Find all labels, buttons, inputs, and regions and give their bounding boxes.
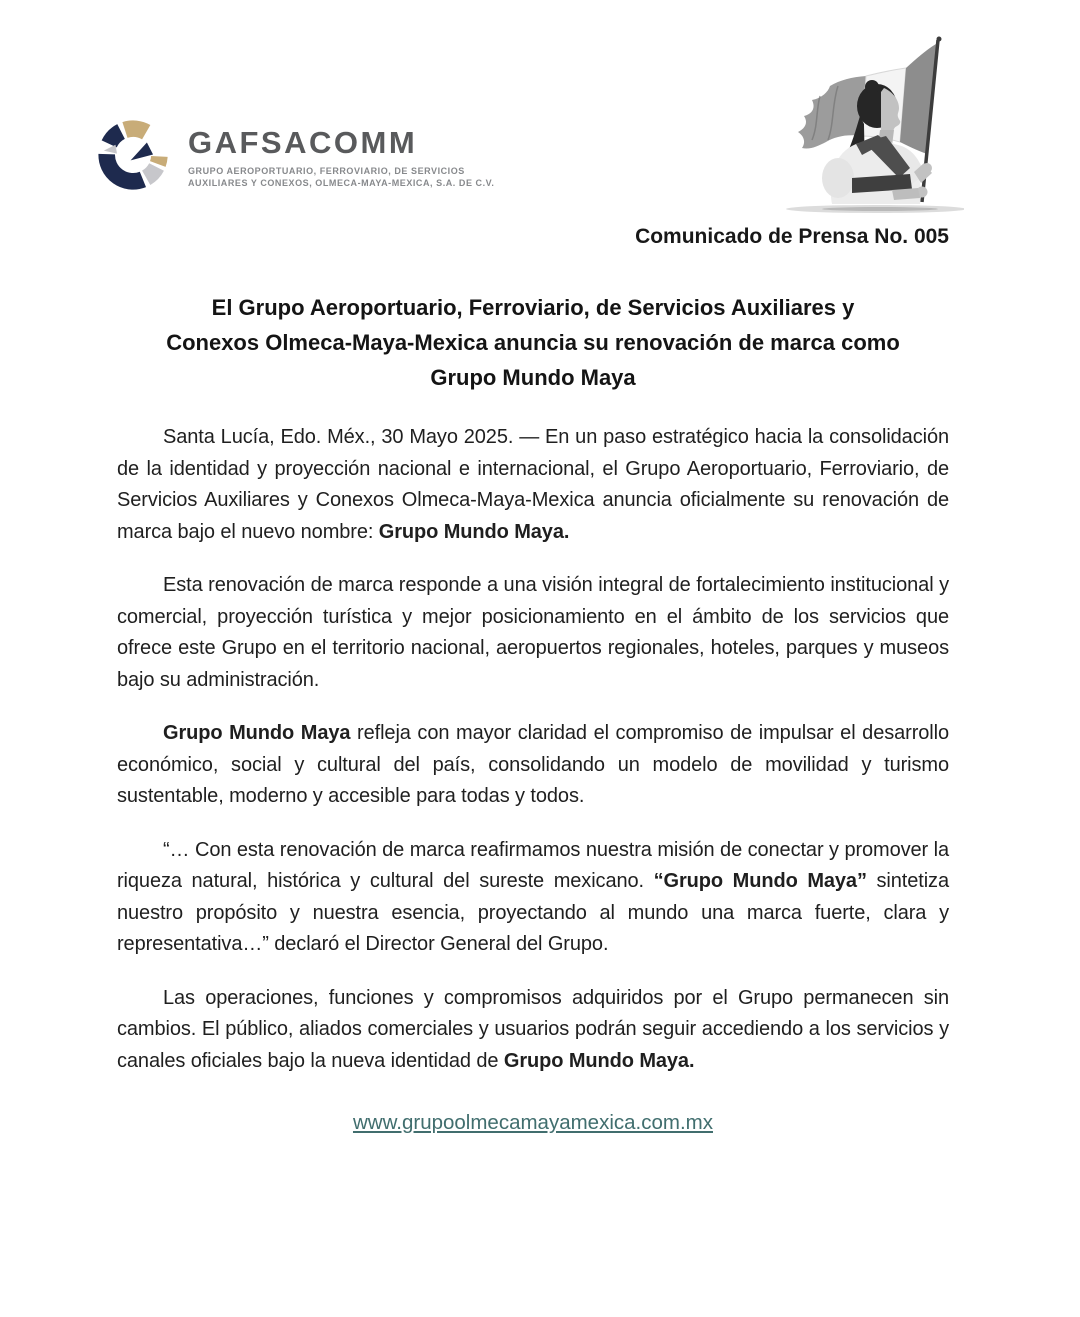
flag-bearer-illustration-svg xyxy=(760,32,964,218)
paragraph: Esta renovación de marca responde a una visión integral de fortalecimiento institucional y comercial, proyección turística y mejor posicionamiento en el ámbito de los servicios que ofrece este Grupo en el territorio nacional, aeropuertos regionales, hoteles, parques y museos bajo su administración. xyxy=(117,574,949,691)
logo-brand-text: GAFSACOMM xyxy=(188,125,418,160)
logo-subtitle-line1: GRUPO AEROPORTUARIO, FERROVIARIO, DE SERVICIOS xyxy=(188,166,465,177)
body-paragraphs xyxy=(117,422,949,1077)
title-line: Conexos Olmeca-Maya-Mexica anuncia su renovación de marca como xyxy=(166,330,900,355)
paragraph: “… Con esta renovación de marca reafirmamos nuestra misión de conectar y promover la riqueza natural, histórica y cultural del sureste mexicano. “Grupo Mundo Maya” sintetiza nuestro propósito y nuestra esencia, proyectando al mundo una marca fuerte, clara y representativa…” declaró el Director General del Grupo. xyxy=(117,838,949,955)
flag-bearer-illustration xyxy=(760,32,964,218)
paragraph: Grupo Mundo Maya refleja con mayor claridad el compromiso de impulsar el desarrollo económico, social y cultural del país, consolidando un modelo de movilidad y turismo sustentable, moderno y accesible para todas y todos. xyxy=(117,722,949,807)
website-link[interactable]: www.grupoolmecamayamexica.com.mx xyxy=(352,1111,713,1134)
paragraph: Santa Lucía, Edo. Méx., 30 Mayo 2025. — En un paso estratégico hacia la consolidación de la identidad y proyección nacional e internacional, el Grupo Aeroportuario, Ferroviario, de Servicios Auxiliares y Conexos Olmeca-Maya-Mexica anuncia oficialmente su renovación de marca bajo el nuevo nombre: Grupo Mundo Maya. xyxy=(117,426,949,543)
document-body xyxy=(117,224,949,1135)
release-number: Comunicado de Prensa No. 005 xyxy=(635,225,949,248)
document-title xyxy=(117,290,949,395)
paragraph: Las operaciones, funciones y compromisos adquiridos por el Grupo permanecen sin cambios. El público, aliados comerciales y usuarios podrán seguir accediendo a los servicios y canales oficiales bajo la nueva identidad de Grupo Mundo Maya. xyxy=(117,986,949,1072)
footer-link-row xyxy=(117,1111,949,1135)
title-line: Grupo Mundo Maya xyxy=(430,365,636,390)
gafsacomm-logo-icon xyxy=(96,116,174,196)
title-line: El Grupo Aeroportuario, Ferroviario, de Servicios Auxiliares y xyxy=(211,295,855,320)
gafsacomm-logo xyxy=(96,116,494,196)
logo-subtitle-line2: AUXILIARES Y CONEXOS, OLMECA-MAYA-MEXICA, S.A. DE C.V. xyxy=(188,177,495,188)
logo-text-block xyxy=(188,126,494,189)
